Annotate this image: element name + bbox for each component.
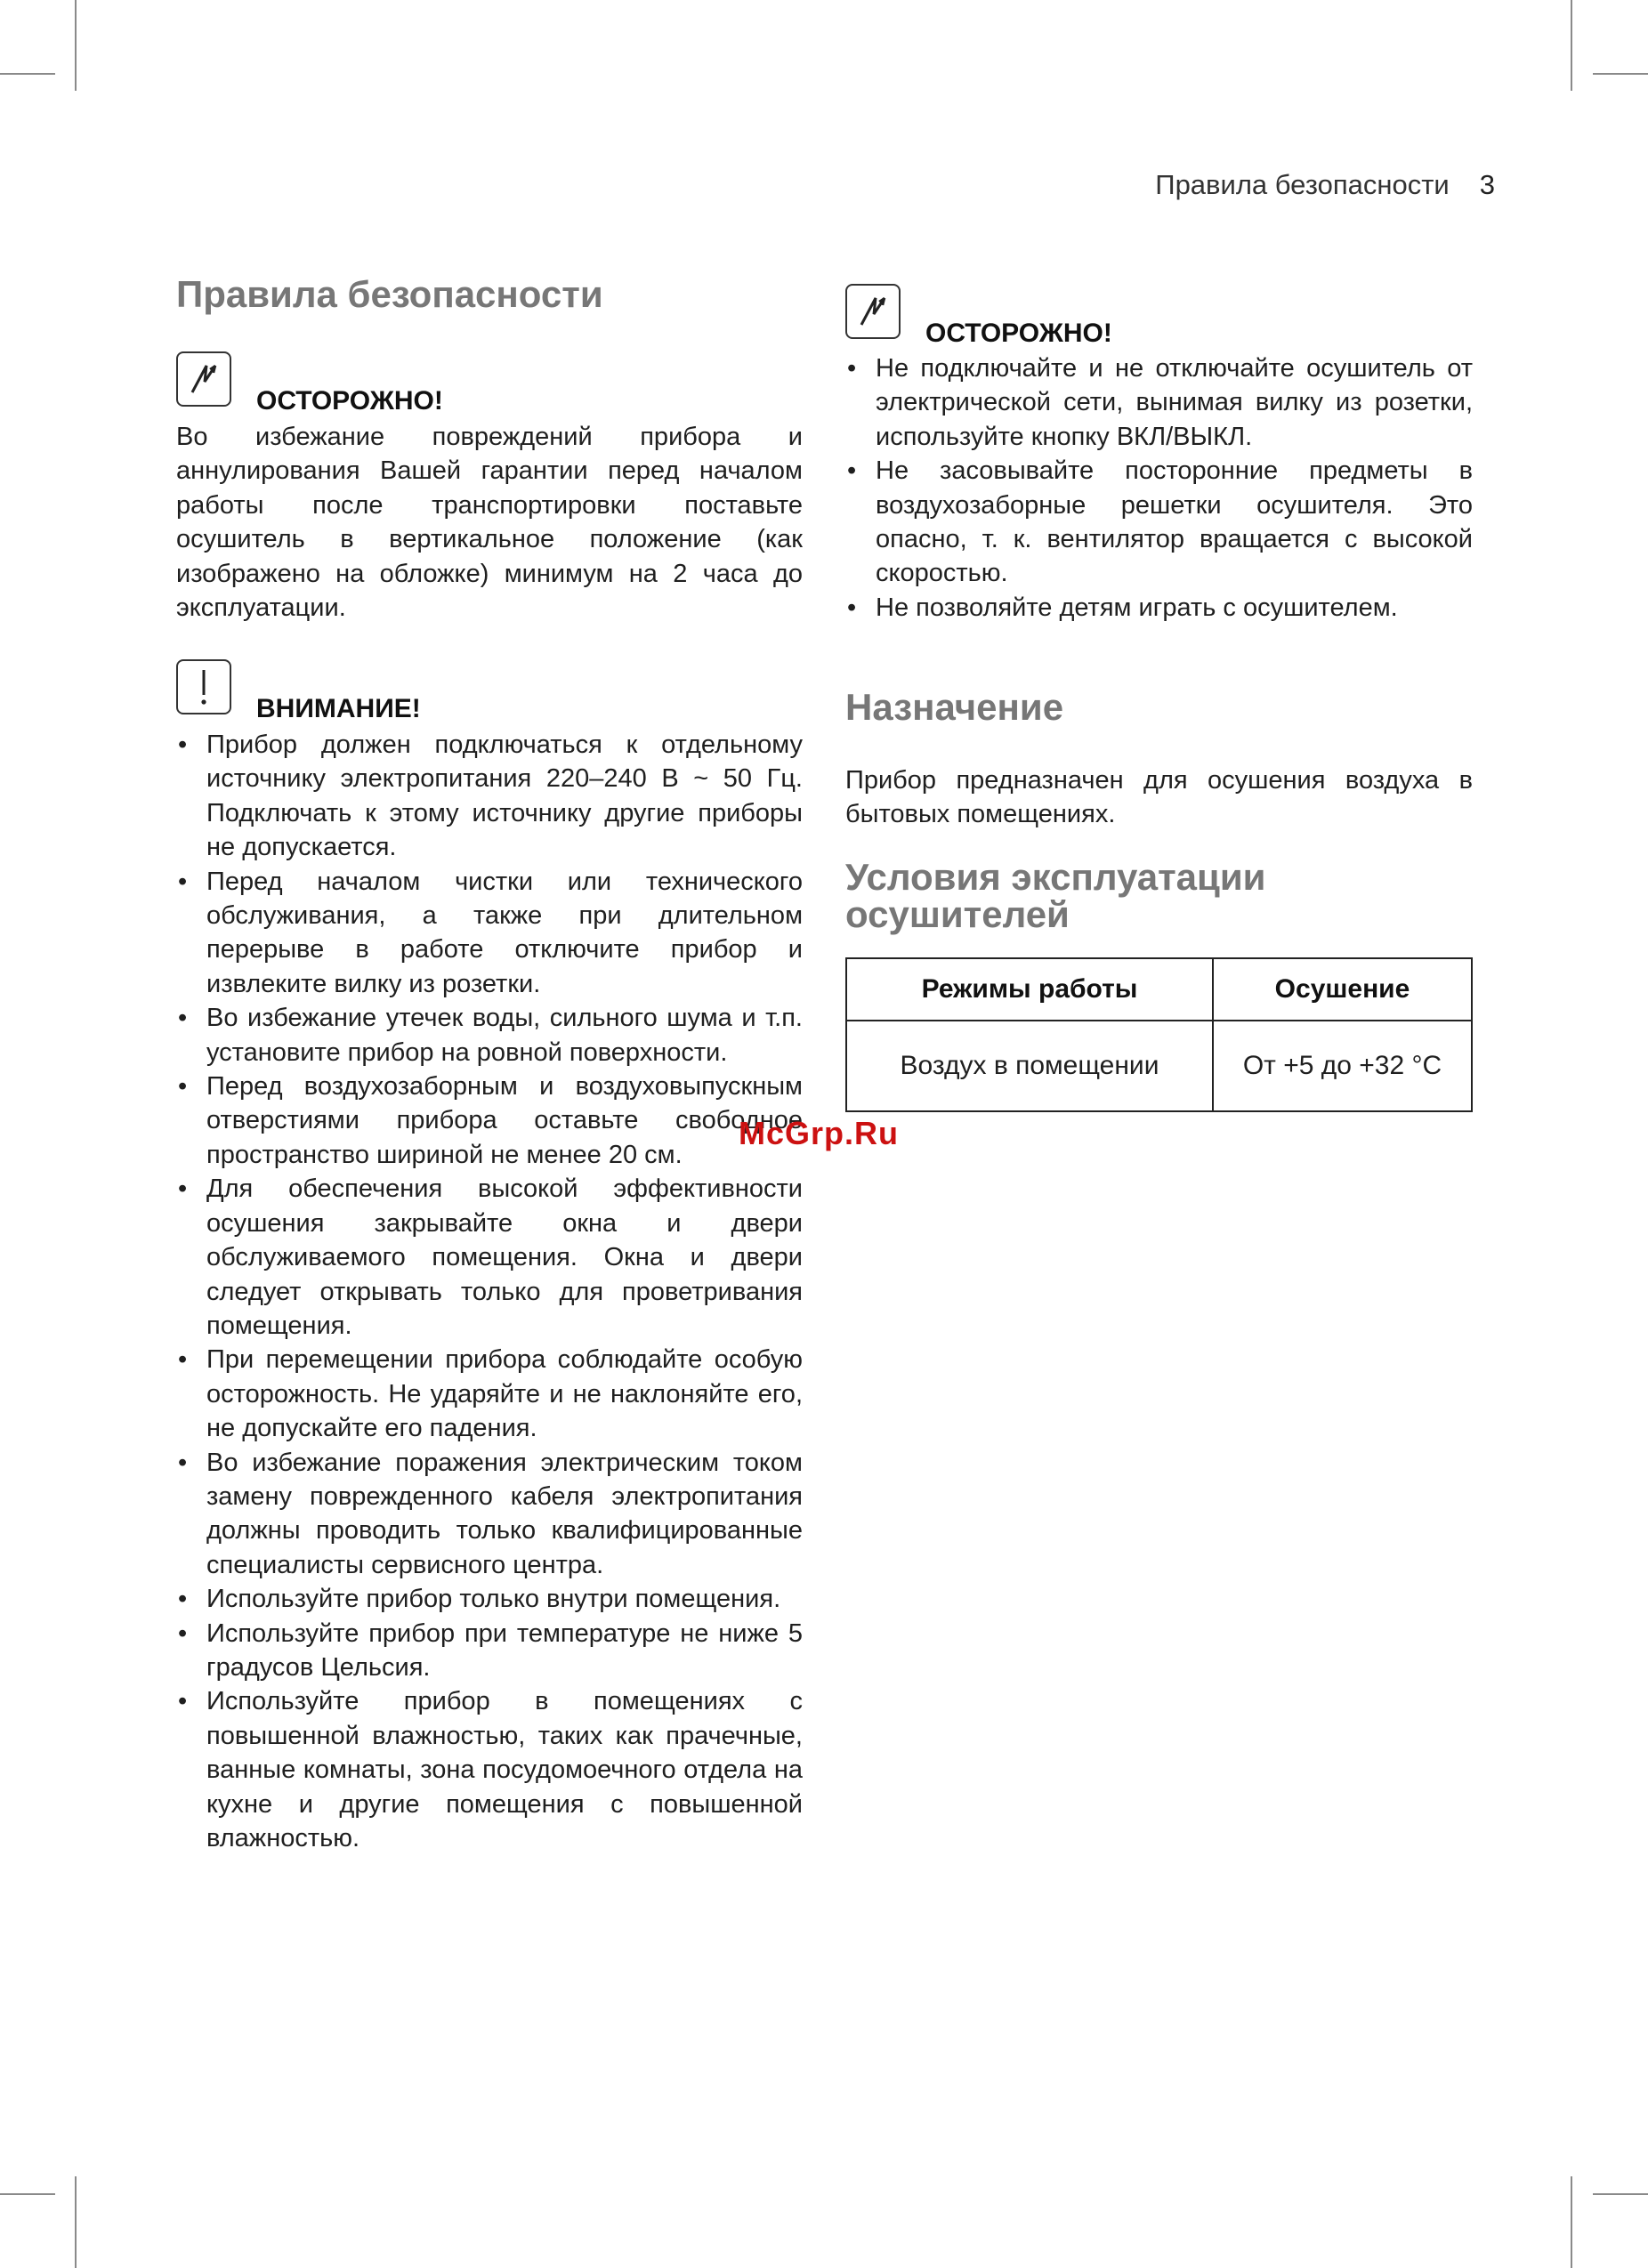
list-item: • Перед началом чистки или технического обслуживания, а также при длительном перерыве в работе отключите прибор и извлеките вилку из розетки.	[176, 865, 803, 1002]
list-item: • При перемещении прибора соблюдайте особую осторожность. Не ударяйте и не наклоняйте его, не допускайте его падения.	[176, 1343, 803, 1445]
table-header-cell: Режимы работы	[846, 958, 1213, 1021]
list-item: • Не подключайте и не отключайте осушитель от электрической сети, вынимая вилку из розетки, используйте кнопку ВКЛ/ВЫКЛ.	[845, 351, 1473, 454]
crop-mark	[1593, 2193, 1648, 2195]
list-item: • Во избежание утечек воды, сильного шума и т.п. установите прибор на ровной поверхности.	[176, 1001, 803, 1069]
crop-mark	[0, 2193, 55, 2195]
crop-mark	[1593, 73, 1648, 75]
section-title-purpose: Назначение	[845, 686, 1064, 728]
crop-mark	[75, 2176, 77, 2268]
caution-label: ОСТОРОЖНО!	[925, 319, 1112, 348]
caution-paragraph: Во избежание повреждений прибора и аннулирования Вашей гарантии перед началом работы после транспортировки поставьте осушитель в вертикальное положение (как изображено на обложке) минимум на 2 часа до эксплуатации.	[176, 423, 803, 623]
list-item: • Не позволяйте детям играть с осушителем.	[845, 591, 1473, 625]
list-item: • Прибор должен подключаться к отдельному источнику электропитания 220–240 В ~ 50 Гц. Подключать к этому источнику другие приборы не допускается.	[176, 728, 803, 865]
table-cell: От +5 до +32 °C	[1213, 1021, 1472, 1111]
watermark: McGrp.Ru	[739, 1115, 900, 1151]
table-cell: Воздух в помещении	[846, 1021, 1213, 1111]
running-header	[1155, 169, 1495, 201]
lightning-warning-icon	[176, 351, 231, 407]
list-item: • Перед воздухозаборным и воздуховыпускным отверстиями прибора оставьте свободное пространство шириной не менее 20 см.	[176, 1069, 803, 1172]
lightning-warning-icon	[845, 284, 901, 339]
purpose-paragraph: Прибор предназначен для осушения воздуха в бытовых помещениях.	[845, 766, 1473, 829]
page-number: 3	[1479, 169, 1495, 200]
exclamation-icon	[176, 659, 231, 714]
crop-mark	[0, 73, 55, 75]
list-item: • Используйте прибор в помещениях с повышенной влажностью, таких как прачечные, ванные комнаты, зона посудомоечного отдела на кухне и другие помещения с повышенной влажностью.	[176, 1684, 803, 1855]
list-item: • Не засовывайте посторонние предметы в воздухозаборные решетки осушителя. Это опасно, т. к. вентилятор вращается с высокой скоростью.	[845, 454, 1473, 591]
crop-mark	[75, 0, 77, 91]
conditions-title-line2: осушителей	[845, 893, 1070, 935]
conditions-title-line1: Условия эксплуатации	[845, 856, 1266, 898]
attention-list	[176, 728, 803, 1855]
list-item: • Используйте прибор при температуре не ниже 5 градусов Цельсия.	[176, 1617, 803, 1685]
crop-mark	[1571, 0, 1572, 91]
table-header-cell: Осушение	[1213, 958, 1472, 1021]
running-header-title: Правила безопасности	[1155, 169, 1450, 200]
caution-list	[845, 351, 1473, 625]
list-item: • Используйте прибор только внутри помещения.	[176, 1582, 803, 1616]
section-title-conditions	[845, 856, 1266, 935]
crop-mark	[1571, 2176, 1572, 2268]
table-header-row	[846, 958, 1472, 1021]
section-title-safety: Правила безопасности	[176, 273, 603, 315]
list-item: • Во избежание поражения электрическим током замену поврежденного кабеля электропитания должны проводить только квалифицированные специалисты сервисного центра.	[176, 1446, 803, 1583]
caution-label: ОСТОРОЖНО!	[256, 386, 443, 416]
conditions-table	[845, 957, 1473, 1112]
attention-label: ВНИМАНИЕ!	[256, 694, 421, 723]
table-row	[846, 1021, 1472, 1111]
list-item: • Для обеспечения высокой эффективности осушения закрывайте окна и двери обслуживаемого помещения. Окна и двери следует открывать только для проветривания помещения.	[176, 1172, 803, 1343]
